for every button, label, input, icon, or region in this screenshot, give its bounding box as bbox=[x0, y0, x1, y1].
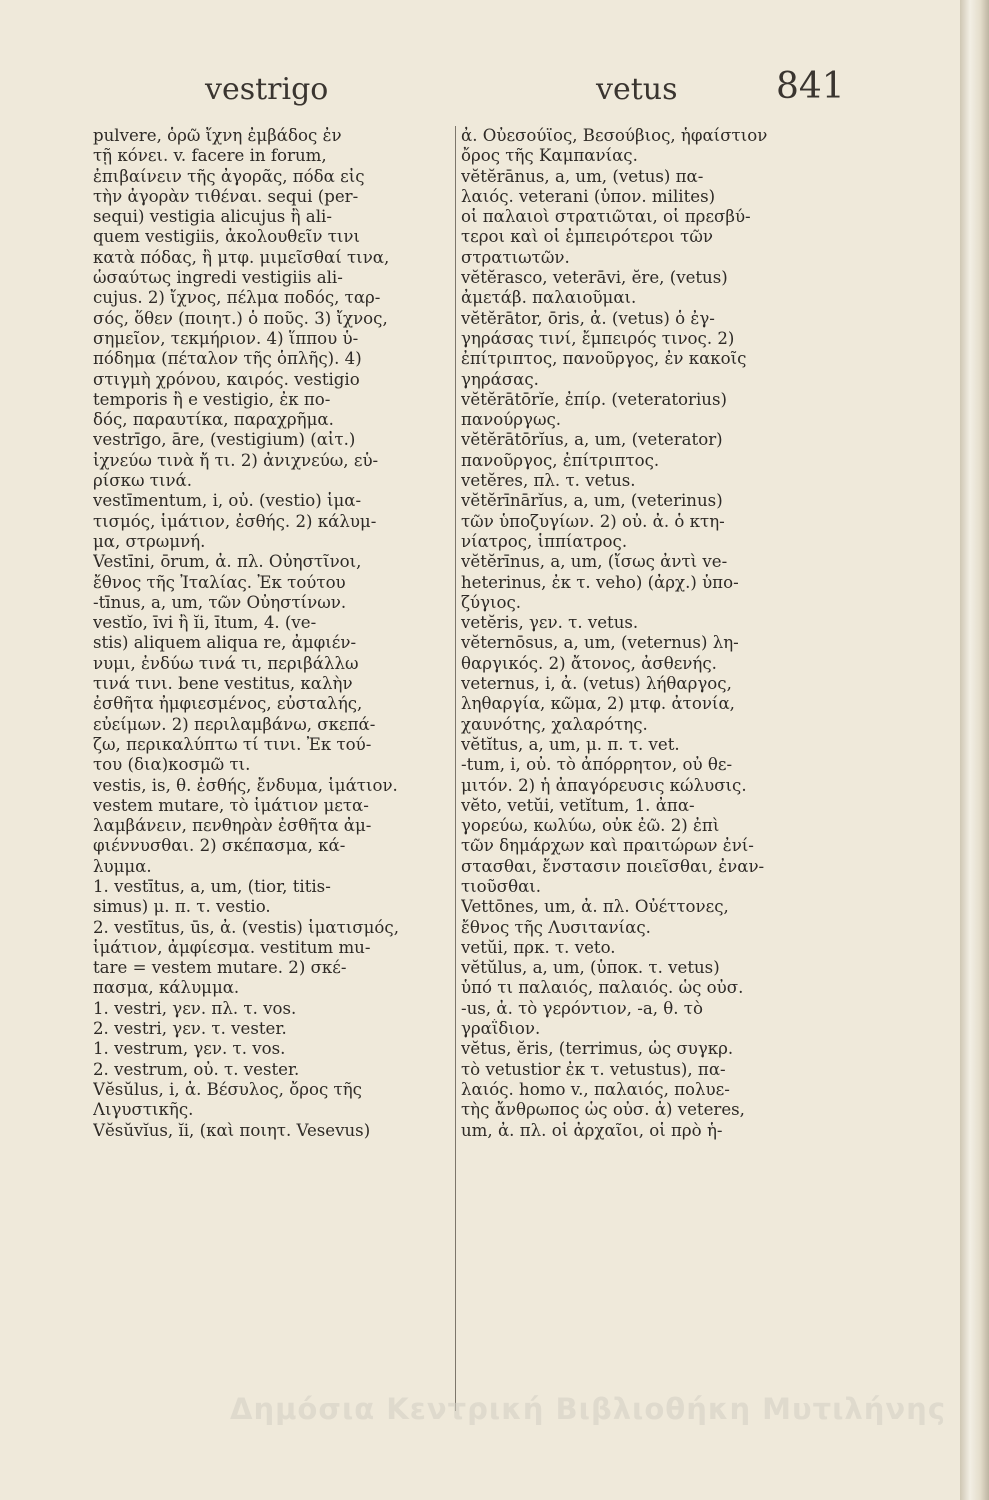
text-line: heterinus, ἐκ τ. veho) (ἀρχ.) ὑπο- bbox=[461, 572, 739, 592]
text-line: λαμβάνειν, πενθηρὰν ἐσθῆτα ἀμ- bbox=[93, 816, 372, 836]
text-line: vetŭi, πρκ. τ. veto. bbox=[461, 937, 616, 957]
text-line: vĕtĕrātōrĭe, ἐπίρ. (veteratorius) bbox=[461, 389, 727, 409]
text-line: veternus, i, ἀ. (vetus) λήθαργος, bbox=[461, 674, 732, 694]
text-line: πόδημα (πέταλον τῆς ὁπλῆς). 4) bbox=[93, 349, 362, 369]
page-number: 841 bbox=[776, 66, 845, 107]
text-line: vestrīgo, āre, (vestigium) (αἰτ.) bbox=[93, 430, 356, 450]
text-line: ὑπό τι παλαιός, παλαιός. ὡς οὐσ. bbox=[461, 978, 744, 998]
text-line: του (δια)κοσμῶ τι. bbox=[93, 755, 251, 775]
text-line: χαυνότης, χαλαρότης. bbox=[461, 714, 648, 734]
text-line: σός, ὅθεν (ποιητ.) ὁ ποῦς. 3) ἴχνος, bbox=[93, 308, 388, 328]
text-line: τὴν ἀγορὰν τιθέναι. sequi (per- bbox=[93, 186, 359, 206]
text-line: Vĕsŭlus, i, ἀ. Βέσυλος, ὄρος τῆς bbox=[93, 1079, 362, 1099]
text-line: λυμμα. bbox=[93, 856, 152, 876]
text-line: γηράσας. bbox=[461, 369, 539, 389]
text-line: νίατρος, ἱππίατρος. bbox=[461, 531, 628, 551]
text-line: τιοῦσθαι. bbox=[461, 876, 542, 896]
text-line: ἀ. Οὐεσούϊος, Βεσούβιος, ἡφαίστιον bbox=[461, 126, 768, 145]
text-line: τισμός, ἱμάτιον, ἐσθής. 2) κάλυμ- bbox=[93, 511, 377, 531]
text-line: μα, στρωμνή. bbox=[93, 531, 206, 551]
text-line: κατὰ πόδας, ἢ μτφ. μιμεῖσθαί τινα, bbox=[93, 247, 390, 267]
text-line: γορεύω, κωλύω, οὐκ ἐῶ. 2) ἐπὶ bbox=[461, 816, 720, 836]
text-line: vĕtĕrīnārĭus, a, um, (veterinus) bbox=[461, 491, 723, 511]
text-line: ρίσκω τινά. bbox=[93, 471, 193, 491]
text-line: πασμα, κάλυμμα. bbox=[93, 978, 240, 998]
right-column bbox=[461, 126, 827, 1141]
text-line: λαιός. homo v., παλαιός, πολυε- bbox=[461, 1079, 730, 1099]
text-line: temporis ἢ e vestigio, ἐκ πο- bbox=[93, 389, 331, 409]
text-line: εὐείμων. 2) περιλαμβάνω, σκεπά- bbox=[93, 714, 376, 734]
text-line: 2. vestri, γεν. τ. vester. bbox=[93, 1019, 287, 1039]
text-line: -us, ἀ. τὸ γερόντιον, -a, θ. τὸ bbox=[461, 998, 703, 1018]
text-line: 2. vestītus, ūs, ἀ. (vestis) ἱματισμός, bbox=[93, 917, 399, 937]
text-line: vĕtus, ĕris, (terrimus, ὡς συγκρ. bbox=[461, 1039, 734, 1059]
text-line: σημεῖον, τεκμήριον. 4) ἵππου ὑ- bbox=[93, 328, 359, 348]
text-line: vĕto, vetŭi, vetĭtum, 1. ἀπα- bbox=[461, 795, 695, 815]
text-line: ἐπίτριπτος, πανοῦργος, ἐν κακοῖς bbox=[461, 349, 747, 369]
text-line: -tīnus, a, um, τῶν Οὐηστίνων. bbox=[93, 592, 347, 612]
text-line: 1. vestri, γεν. πλ. τ. vos. bbox=[93, 998, 297, 1018]
text-line: τῇ κόνει. v. facere in forum, bbox=[93, 146, 327, 166]
text-line: ζύγιος. bbox=[461, 592, 522, 612]
text-line: vetĕres, πλ. τ. vetus. bbox=[461, 471, 636, 491]
book-page-edge bbox=[960, 0, 989, 1500]
header-left-guide-word: vestrigo bbox=[205, 72, 329, 107]
text-line: στρατιωτῶν. bbox=[461, 247, 570, 267]
text-line: Λιγυστικῆς. bbox=[93, 1100, 194, 1120]
text-line: vestĭo, īvi ἢ ĭi, ītum, 4. (ve- bbox=[93, 613, 317, 633]
text-line: τὴς ἄνθρωπος ὡς οὐσ. ἀ) veteres, bbox=[461, 1100, 745, 1120]
text-line: ὡσαύτως ingredi vestigiis ali- bbox=[93, 268, 343, 288]
text-line: 1. vestītus, a, um, (tior, titis- bbox=[93, 876, 331, 896]
text-line: stis) aliquem aliqua re, ἀμφιέν- bbox=[93, 633, 357, 653]
text-line: τεροι καὶ οἱ ἐμπειρότεροι τῶν bbox=[461, 227, 713, 247]
text-line: quem vestigiis, ἀκολουθεῖν τινι bbox=[93, 227, 361, 247]
text-line: tare = vestem mutare. 2) σκέ- bbox=[93, 958, 347, 978]
text-line: vĕtĕrīnus, a, um, (ἴσως ἀντὶ ve- bbox=[461, 552, 728, 572]
text-line: λαιός. veterani (ὑπον. milites) bbox=[461, 186, 716, 206]
text-line: -tum, i, οὐ. τὸ ἀπόρρητον, οὐ θε- bbox=[461, 755, 733, 775]
header-right-guide-word: vetus bbox=[596, 72, 678, 107]
text-line: γραΐδιον. bbox=[461, 1019, 541, 1039]
column-divider bbox=[455, 126, 456, 1411]
text-line: vĕtŭlus, a, um, (ὑποκ. τ. vetus) bbox=[461, 958, 720, 978]
text-line: pulvere, ὁρῶ ἴχνη ἐμβάδος ἐν bbox=[93, 126, 342, 145]
text-line: πανούργως. bbox=[461, 410, 562, 430]
text-line: vestem mutare, τὸ ἱμάτιον μετα- bbox=[93, 795, 369, 815]
text-line: μιτόν. 2) ἡ ἀπαγόρευσις κώλυσις. bbox=[461, 775, 747, 795]
text-line: Vĕsŭvĭus, ĭi, (καὶ ποιητ. Vesevus) bbox=[93, 1120, 371, 1140]
text-line: ἔθνος τῆς Λυσιτανίας. bbox=[461, 917, 651, 937]
text-line: στασθαι, ἔνστασιν ποιεῖσθαι, ἐναν- bbox=[461, 856, 765, 876]
text-line: 2. vestrum, οὐ. τ. vester. bbox=[93, 1059, 300, 1079]
text-line: θαργικός. 2) ἄτονος, ἀσθενής. bbox=[461, 653, 717, 673]
text-line: vestīmentum, i, οὐ. (vestio) ἱμα- bbox=[93, 491, 362, 511]
text-line: vestis, is, θ. ἐσθής, ἔνδυμα, ἱμάτιον. bbox=[93, 775, 398, 795]
text-line: 1. vestrum, γεν. τ. vos. bbox=[93, 1039, 286, 1059]
text-line: οἱ παλαιοὶ στρατιῶται, οἱ πρεσβύ- bbox=[461, 207, 751, 227]
text-line: vĕternōsus, a, um, (veternus) λη- bbox=[461, 633, 739, 653]
text-line: τὸ vetustior ἐκ τ. vetustus), πα- bbox=[461, 1059, 726, 1079]
text-line: vĕtĕrasco, veterāvi, ĕre, (vetus) bbox=[461, 268, 728, 288]
text-line: cujus. 2) ἴχνος, πέλμα ποδός, ταρ- bbox=[93, 288, 381, 308]
text-line: τῶν δημάρχων καὶ πραιτώρων ἐνί- bbox=[461, 836, 754, 856]
library-watermark: Δημόσια Κεντρική Βιβλιοθήκη Μυτιλήνης bbox=[230, 1392, 947, 1426]
text-line: ὄρος τῆς Καμπανίας. bbox=[461, 146, 638, 166]
text-line: vetĕris, γεν. τ. vetus. bbox=[461, 613, 639, 633]
text-line: ἐπιβαίνειν τῆς ἀγορᾶς, πόδα εἰς bbox=[93, 166, 365, 186]
text-line: τῶν ὑποζυγίων. 2) οὐ. ἀ. ὁ κτη- bbox=[461, 511, 725, 531]
text-line: γηράσας τινί, ἔμπειρός τινος. 2) bbox=[461, 328, 735, 348]
text-line: πανοῦργος, ἐπίτριπτος. bbox=[461, 450, 660, 470]
text-line: στιγμὴ χρόνου, καιρός. vestigio bbox=[93, 369, 360, 389]
text-line: ἀμετάβ. παλαιοῦμαι. bbox=[461, 288, 637, 308]
left-column bbox=[93, 126, 451, 1141]
text-line: ἱμάτιον, ἀμφίεσμα. vestitum mu- bbox=[93, 937, 371, 957]
text-line: ζω, περικαλύπτω τί τινι. Ἐκ τού- bbox=[93, 734, 372, 754]
text-line: vĕtĕrātor, ōris, ἀ. (vetus) ὁ ἐγ- bbox=[461, 308, 715, 328]
text-line: ἔθνος τῆς Ἰταλίας. Ἐκ τούτου bbox=[93, 572, 346, 592]
text-line: um, ἀ. πλ. οἱ ἀρχαῖοι, οἱ πρὸ ἡ- bbox=[461, 1120, 723, 1140]
text-line: ἰχνεύω τινὰ ἤ τι. 2) ἀνιχνεύω, εὑ- bbox=[93, 450, 379, 470]
text-line: νυμι, ἐνδύω τινά τι, περιβάλλω bbox=[93, 653, 359, 673]
text-line: φιέννυσθαι. 2) σκέπασμα, κά- bbox=[93, 836, 346, 856]
text-line: ληθαργία, κῶμα, 2) μτφ. ἀτονία, bbox=[461, 694, 735, 714]
text-line: τινά τινι. bene vestitus, καλὴν bbox=[93, 674, 353, 694]
text-line: vĕtĕrātōrĭus, a, um, (veterator) bbox=[461, 430, 723, 450]
text-line: sequi) vestigia alicujus ἢ ali- bbox=[93, 207, 332, 227]
text-line: Vestīni, ōrum, ἀ. πλ. Οὐηστῖνοι, bbox=[93, 552, 362, 572]
text-line: vĕtĕrānus, a, um, (vetus) πα- bbox=[461, 166, 704, 186]
text-line: ἐσθῆτα ἠμφιεσμένος, εὐσταλής, bbox=[93, 694, 363, 714]
text-line: vĕtĭtus, a, um, μ. π. τ. vet. bbox=[461, 734, 680, 754]
text-line: Vettōnes, um, ἀ. πλ. Οὐέττονες, bbox=[461, 897, 729, 917]
text-line: δός, παραυτίκα, παραχρῆμα. bbox=[93, 410, 334, 430]
text-line: simus) μ. π. τ. vestio. bbox=[93, 897, 271, 917]
